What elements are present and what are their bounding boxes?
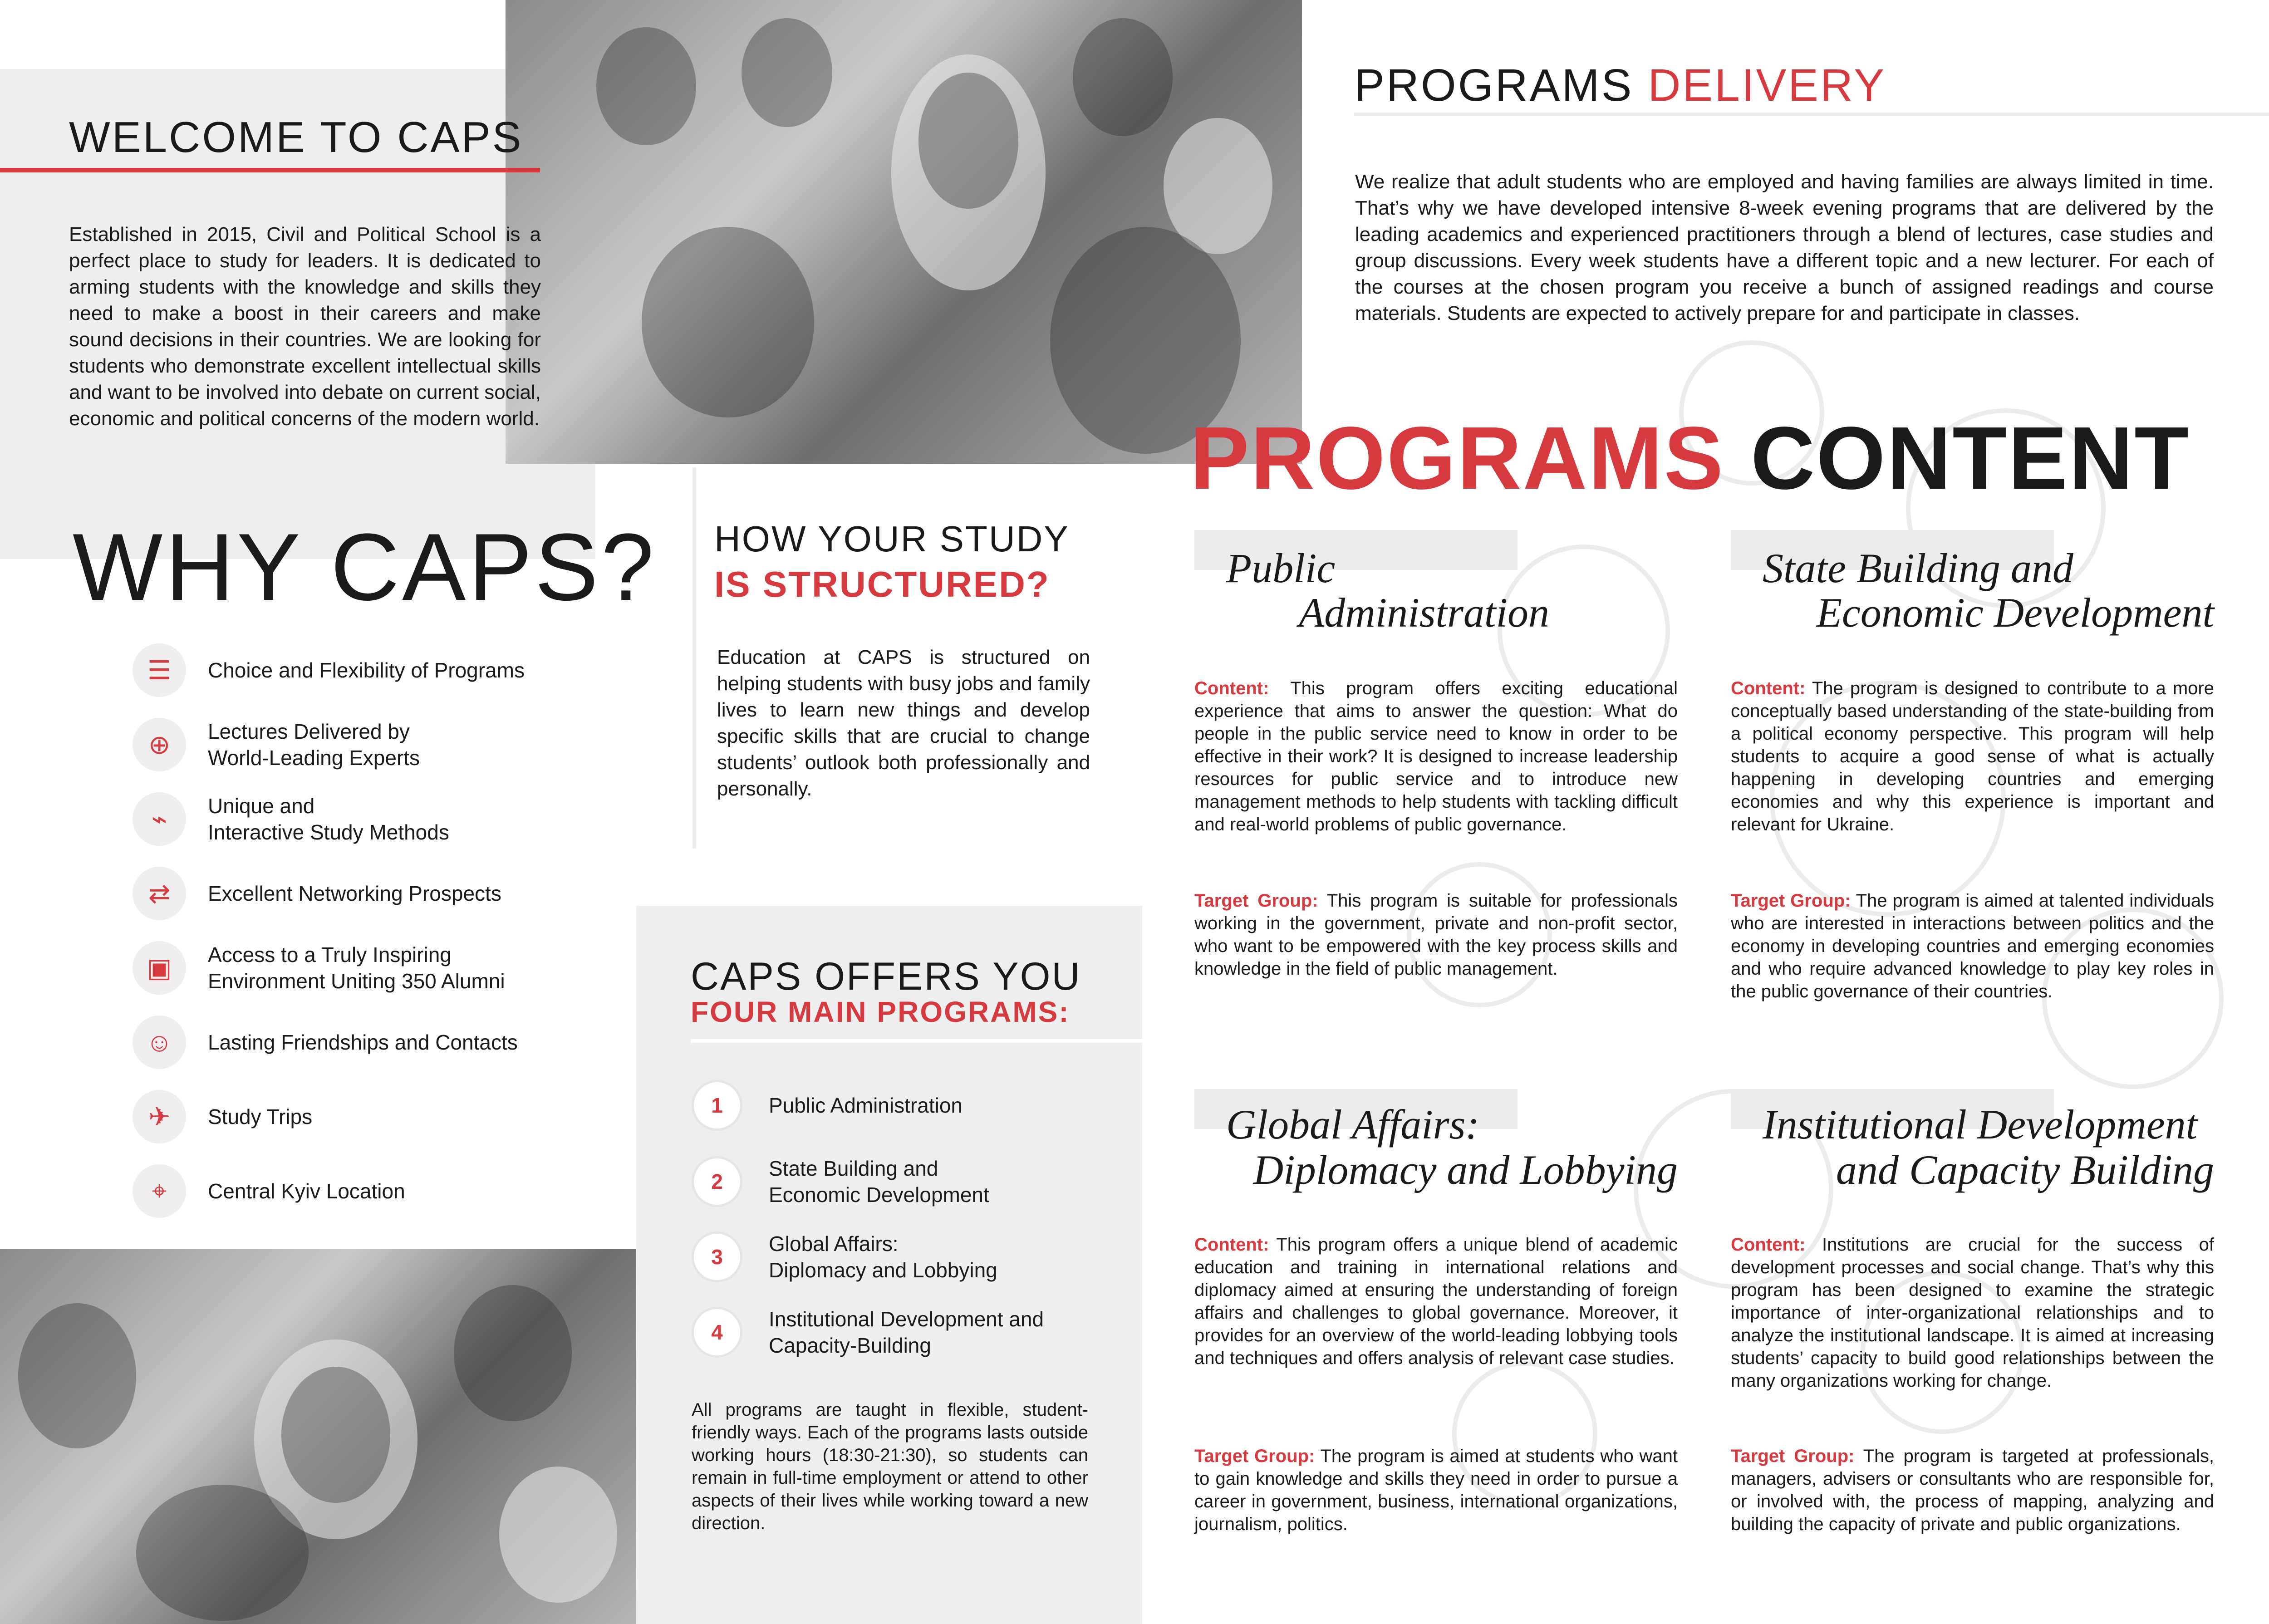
welcome-body: Established in 2015, Civil and Political School is a perfect place to study for leaders. It is dedicated to arming students with the knowledge and skills they need to make a boost in their careers and make sound decisions in their countries. We are looking for students who demonstrate excellent intellectual skills and want to be involved into debate on current social, economic and political concerns of the modern world.	[69, 223, 541, 430]
program-item-2[interactable]	[692, 1155, 989, 1208]
card-content	[1194, 1233, 1678, 1369]
briefcase-icon: ▣	[133, 941, 186, 995]
card-target	[1731, 1445, 2214, 1536]
card-target	[1194, 1445, 1678, 1536]
study-title-line2: IS STRUCTURED?	[714, 564, 1050, 604]
column-divider	[692, 467, 696, 849]
plane-icon: ✈	[133, 1090, 186, 1143]
why-item-label: Excellent Networking Prospects	[208, 882, 501, 905]
card-title-line2: Diplomacy and Lobbying	[1253, 1147, 1678, 1193]
card-target	[1194, 889, 1678, 980]
delivery-underline	[1354, 113, 2269, 116]
why-item-trips	[133, 1090, 312, 1143]
why-item-choice	[133, 643, 525, 697]
why-item-networking	[133, 867, 501, 920]
target-text: The program is targeted at professionals, managers, advisers or consultants who are responsible for, or involved with, the process of mapping, analyzing and building the capacity of private and public organizations.	[1731, 1446, 2214, 1534]
why-item-label: Access to a Truly Inspiring Environment Uniting 350 Alumni	[208, 943, 505, 993]
program-number: 2	[692, 1156, 742, 1207]
program-card-state-building	[1731, 530, 2214, 1056]
content-title-black: CONTENT	[1750, 408, 2190, 508]
card-title-line1: Global Affairs:	[1226, 1101, 1480, 1148]
card-title-line1: Institutional Development	[1763, 1101, 2198, 1148]
audience-photo-top	[506, 0, 1302, 464]
content-label: Content:	[1194, 678, 1269, 698]
card-title-line2: Economic Development	[1816, 589, 2214, 636]
why-item-environment	[133, 941, 505, 995]
program-item-4[interactable]	[692, 1306, 1044, 1359]
content-label: Content:	[1731, 678, 1806, 698]
welcome-title-underline	[0, 168, 540, 172]
content-label: Content:	[1731, 1235, 1806, 1255]
welcome-title: WELCOME TO CAPS	[69, 113, 523, 162]
card-content	[1731, 1233, 2214, 1392]
delivery-body: We realize that adult students who are employed and having families are always limited in time. That’s why we have developed intensive 8-week evening programs that are delivered by the leading academics and experienced practitioners through a blend of lectures, case studies and group discussions. Every week students have a different topic and a new lecturer. For each of the courses at the chosen program you receive a bunch of assigned readings and course materials. Students are expected to actively prepare for and participate in classes.	[1355, 171, 2214, 324]
program-label: Public Administration	[769, 1094, 963, 1117]
signpost-icon: ⇄	[133, 867, 186, 920]
target-text: The program is aimed at talented individuals who are interested in interactions between politics and the economy in developing countries and emerging economies and who require advanced knowledge to play key roles in the public governance of their countries.	[1731, 891, 2214, 1001]
card-title-line1: State Building and	[1763, 545, 2073, 591]
program-item-3[interactable]	[692, 1231, 997, 1283]
card-title-line2: and Capacity Building	[1836, 1147, 2214, 1193]
audience-photo-bottom	[0, 1249, 636, 1624]
offers-title-underline	[691, 1039, 1142, 1043]
delivery-title	[1354, 59, 1886, 112]
program-number: 1	[692, 1080, 742, 1131]
program-card-institutional	[1731, 1089, 2214, 1615]
content-title-red: PROGRAMS	[1190, 408, 1725, 508]
why-item-label: Unique and Interactive Study Methods	[208, 794, 449, 844]
chart-icon: ⌁	[133, 792, 186, 846]
study-body: Education at CAPS is structured on helping students with busy jobs and family lives to learn new things and develop specific skills that are crucial to change students’ outlook both professionally and personally.	[717, 646, 1090, 800]
program-label: Global Affairs: Diplomacy and Lobbying	[769, 1232, 997, 1282]
card-title-line2: Administration	[1299, 589, 1550, 636]
target-text: The program is aimed at students who want to gain knowledge and skills they need in order to pursue a career in government, business, international organizations, journalism, politics.	[1194, 1446, 1678, 1534]
why-item-location	[133, 1164, 405, 1218]
map-pin-icon: ⌖	[133, 1164, 186, 1218]
delivery-title-black: PROGRAMS	[1354, 60, 1634, 111]
content-text: The program is designed to contribute to a more conceptually based understanding of the state-building from a political economy perspective. This program will help students to acquire a good sense of what is actually happening in developing countries and emerging economies and why this experience is important and relevant for Ukraine.	[1731, 678, 2214, 834]
target-label: Target Group:	[1194, 891, 1318, 911]
target-label: Target Group:	[1731, 891, 1851, 911]
program-number: 3	[692, 1231, 742, 1282]
offers-footer: All programs are taught in flexible, student-friendly ways. Each of the programs lasts outside working hours (18:30-21:30), so students can remain in full-time employment or attend to other aspects of their lives while working toward a new direction.	[692, 1400, 1088, 1533]
program-card-global-affairs	[1194, 1089, 1678, 1597]
people-icon: ☺	[133, 1016, 186, 1069]
target-label: Target Group:	[1731, 1446, 1855, 1466]
why-item-label: Central Kyiv Location	[208, 1179, 405, 1203]
program-number: 4	[692, 1307, 742, 1358]
offers-title-line2: FOUR MAIN PROGRAMS:	[691, 996, 1070, 1028]
checklist-icon: ☰	[133, 643, 186, 697]
study-title-line1: HOW YOUR STUDY	[714, 519, 1070, 559]
offers-title-line1: CAPS OFFERS YOU	[691, 955, 1081, 998]
program-item-1[interactable]	[692, 1080, 963, 1131]
why-item-methods	[133, 792, 449, 846]
why-item-label: Lasting Friendships and Contacts	[208, 1030, 518, 1054]
globe-icon: ⊕	[133, 718, 186, 771]
why-item-friendships	[133, 1016, 518, 1069]
why-item-lectures	[133, 718, 420, 771]
content-label: Content:	[1194, 1235, 1269, 1255]
delivery-title-red: DELIVERY	[1648, 60, 1886, 111]
why-item-label: Lectures Delivered by World-Leading Experts	[208, 720, 420, 770]
content-text: Institutions are crucial for the success of development processes and social change. That’s why this program has been designed to examine the strategic importance of inter-organizational relationships and to analyze the institutional landscape. It is aimed at increasing students’ capacity to build good relationships between the many organizations working for change.	[1731, 1235, 2214, 1391]
target-text: This program is suitable for professionals working in the government, private and non-profit sector, who want to be empowered with the key process skills and knowledge in the field of public management.	[1194, 891, 1678, 979]
target-label: Target Group:	[1194, 1446, 1315, 1466]
why-item-label: Choice and Flexibility of Programs	[208, 658, 525, 682]
content-title	[1190, 408, 2190, 508]
card-content	[1194, 677, 1678, 836]
why-item-label: Study Trips	[208, 1105, 313, 1128]
card-content	[1731, 677, 2214, 836]
card-title-line1: Public	[1226, 545, 1336, 591]
card-target	[1731, 889, 2214, 1003]
why-title: WHY CAPS?	[73, 514, 657, 620]
program-label: State Building and Economic Development	[769, 1157, 989, 1207]
content-text: This program offers exciting educational experience that aims to answer the question: What do people in the public service need to know in order to be effective in their work? It is designed to increase leadership resources for public service and to introduce new management methods to help students with tackling difficult and real-world problems of public governance.	[1194, 678, 1678, 834]
program-label: Institutional Development and Capacity-Building	[769, 1307, 1044, 1357]
content-text: This program offers a unique blend of academic education and training in international relations and diplomacy aimed at ensuring the understanding of foreign affairs and challenges to global governance. Moreover, it provides for an overview of the world-leading lobbying tools and techniques and offers analysis of relevant case studies.	[1194, 1235, 1678, 1368]
program-card-public-admin	[1194, 530, 1678, 1038]
